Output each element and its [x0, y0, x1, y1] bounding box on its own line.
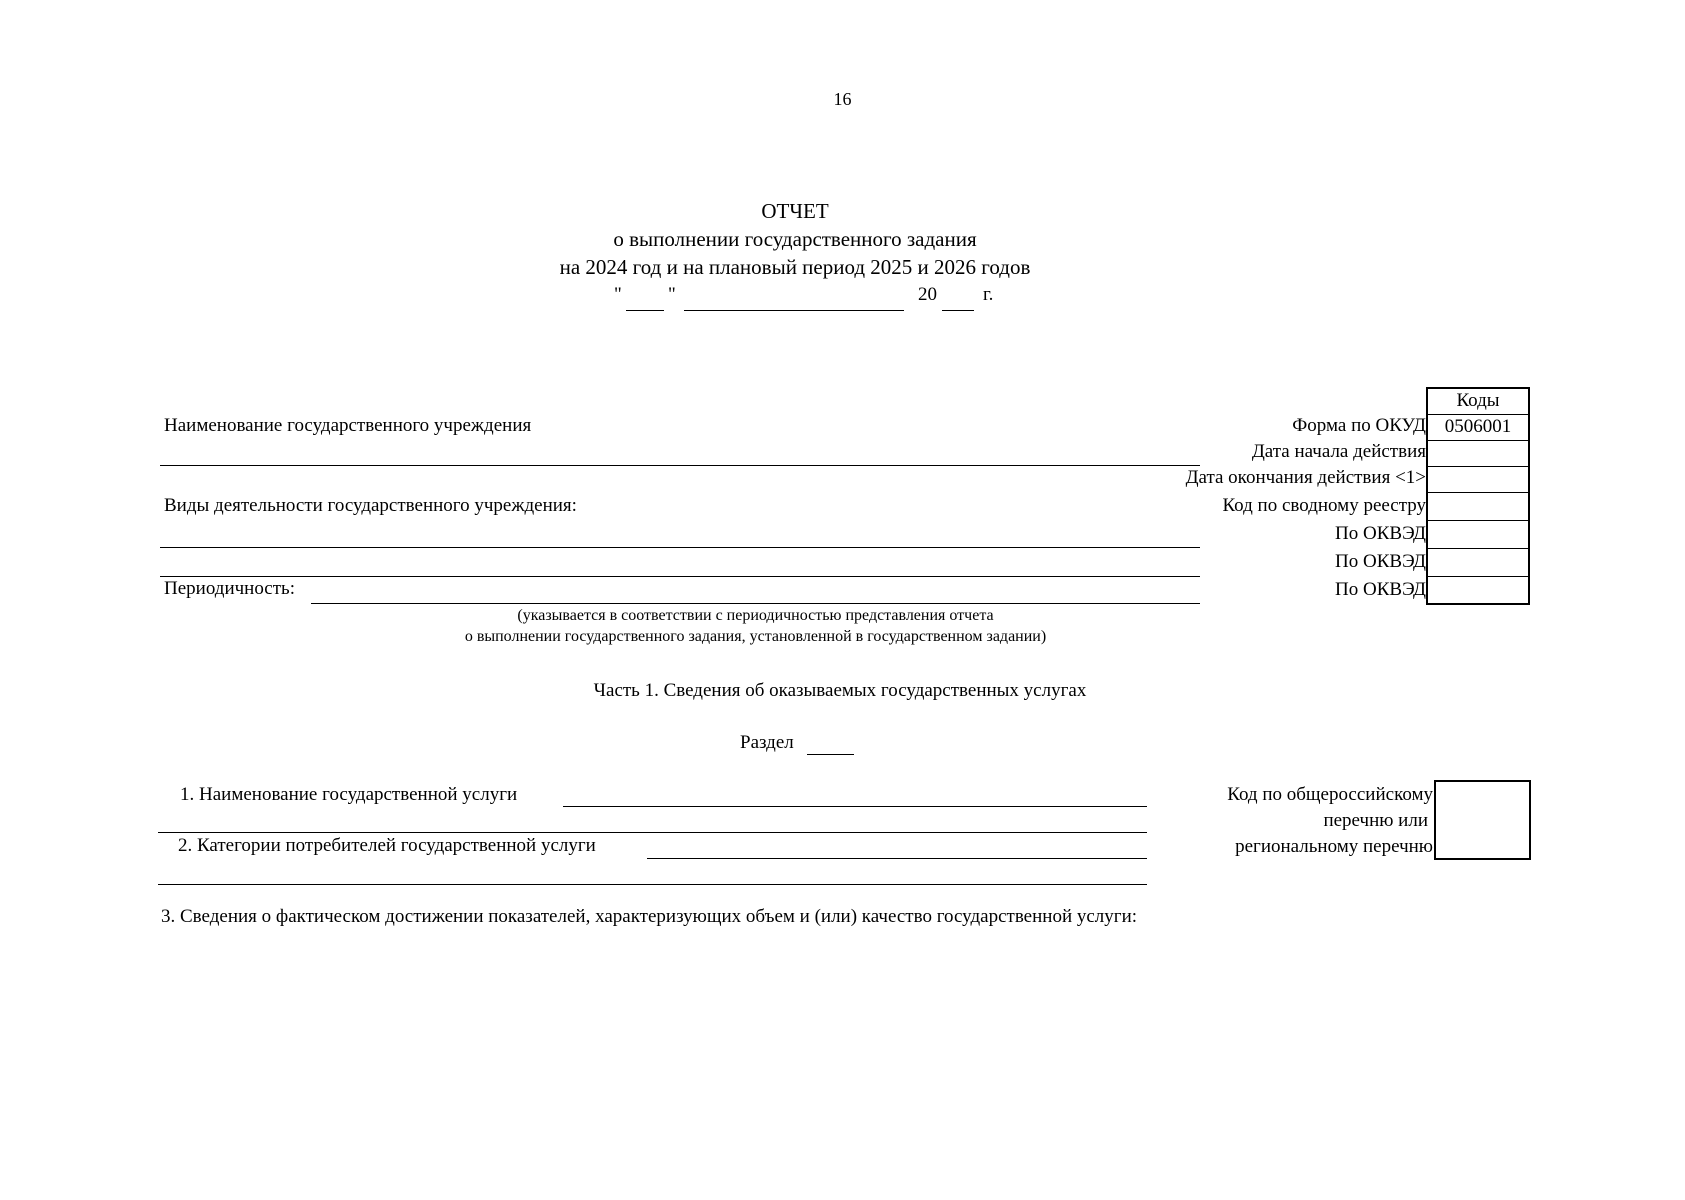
- codes-header: Коды: [1428, 389, 1528, 415]
- okved-cell-1[interactable]: [1428, 521, 1528, 549]
- registry-code-cell[interactable]: [1428, 493, 1528, 521]
- report-period: на 2024 год и на плановый период 2025 и 2026 годов: [559, 255, 1031, 279]
- periodicity-note-1: (указывается в соответствии с периодичностью представления отчета: [517, 607, 994, 624]
- activity-types-field-2[interactable]: [160, 576, 1200, 577]
- section-number-field[interactable]: [807, 754, 854, 755]
- okved-cell-2[interactable]: [1428, 549, 1528, 577]
- okud-label: Форма по ОКУД: [1292, 415, 1426, 436]
- page-number: 16: [833, 89, 852, 109]
- year-prefix: 20: [918, 284, 937, 305]
- indicators-heading: 3. Сведения о фактическом достижении показателей, характеризующих объем и (или) качество государственной услуги:: [161, 906, 1138, 927]
- okud-code-cell[interactable]: 0506001: [1428, 415, 1528, 441]
- registry-code-text-1: Код по общероссийскому: [1227, 784, 1433, 805]
- okved-label-2: По ОКВЭД: [1335, 551, 1426, 572]
- activity-types-field-1[interactable]: [160, 547, 1200, 548]
- part1-heading: Часть 1. Сведения об оказываемых государственных услугах: [593, 680, 1087, 701]
- consumer-categories-field-2[interactable]: [158, 884, 1147, 885]
- start-date-cell[interactable]: [1428, 441, 1528, 467]
- service-name-label: 1. Наименование государственной услуги: [180, 784, 518, 805]
- report-title: ОТЧЕТ: [761, 199, 829, 223]
- registry-code-box[interactable]: [1434, 780, 1531, 860]
- end-date-label: Дата окончания действия <1>: [1185, 467, 1426, 488]
- activity-types-label: Виды деятельности государственного учреждения:: [164, 495, 577, 516]
- year-blank[interactable]: [942, 310, 974, 311]
- date-quote-open: ": [614, 284, 622, 305]
- okved-cell-3[interactable]: [1428, 577, 1528, 603]
- service-name-field-2[interactable]: [158, 832, 1147, 833]
- day-blank[interactable]: [626, 310, 664, 311]
- service-name-field[interactable]: [563, 806, 1147, 807]
- start-date-label: Дата начала действия: [1251, 441, 1426, 462]
- date-quote-close: ": [668, 284, 676, 305]
- okved-label-3: По ОКВЭД: [1335, 579, 1426, 600]
- codes-table: [1426, 387, 1530, 605]
- registry-code-text-2: перечню или: [1323, 810, 1428, 831]
- month-blank[interactable]: [684, 310, 904, 311]
- periodicity-note-2: о выполнении государственного задания, установленной в государственном задании): [464, 628, 1047, 645]
- consumer-categories-field[interactable]: [647, 858, 1147, 859]
- periodicity-label: Периодичность:: [164, 578, 295, 599]
- consumer-categories-label: 2. Категории потребителей государственной услуги: [178, 835, 596, 856]
- okved-label-1: По ОКВЭД: [1335, 523, 1426, 544]
- periodicity-field[interactable]: [311, 603, 1200, 604]
- section-label: Раздел: [740, 732, 794, 753]
- year-suffix: г.: [983, 284, 994, 305]
- institution-name-label: Наименование государственного учреждения: [164, 415, 532, 436]
- report-subtitle: о выполнении государственного задания: [613, 227, 977, 251]
- end-date-cell[interactable]: [1428, 467, 1528, 493]
- registry-code-label: Код по сводному реестру: [1222, 495, 1426, 516]
- institution-name-field[interactable]: [160, 465, 1200, 466]
- registry-code-text-3: региональному перечню: [1235, 836, 1433, 857]
